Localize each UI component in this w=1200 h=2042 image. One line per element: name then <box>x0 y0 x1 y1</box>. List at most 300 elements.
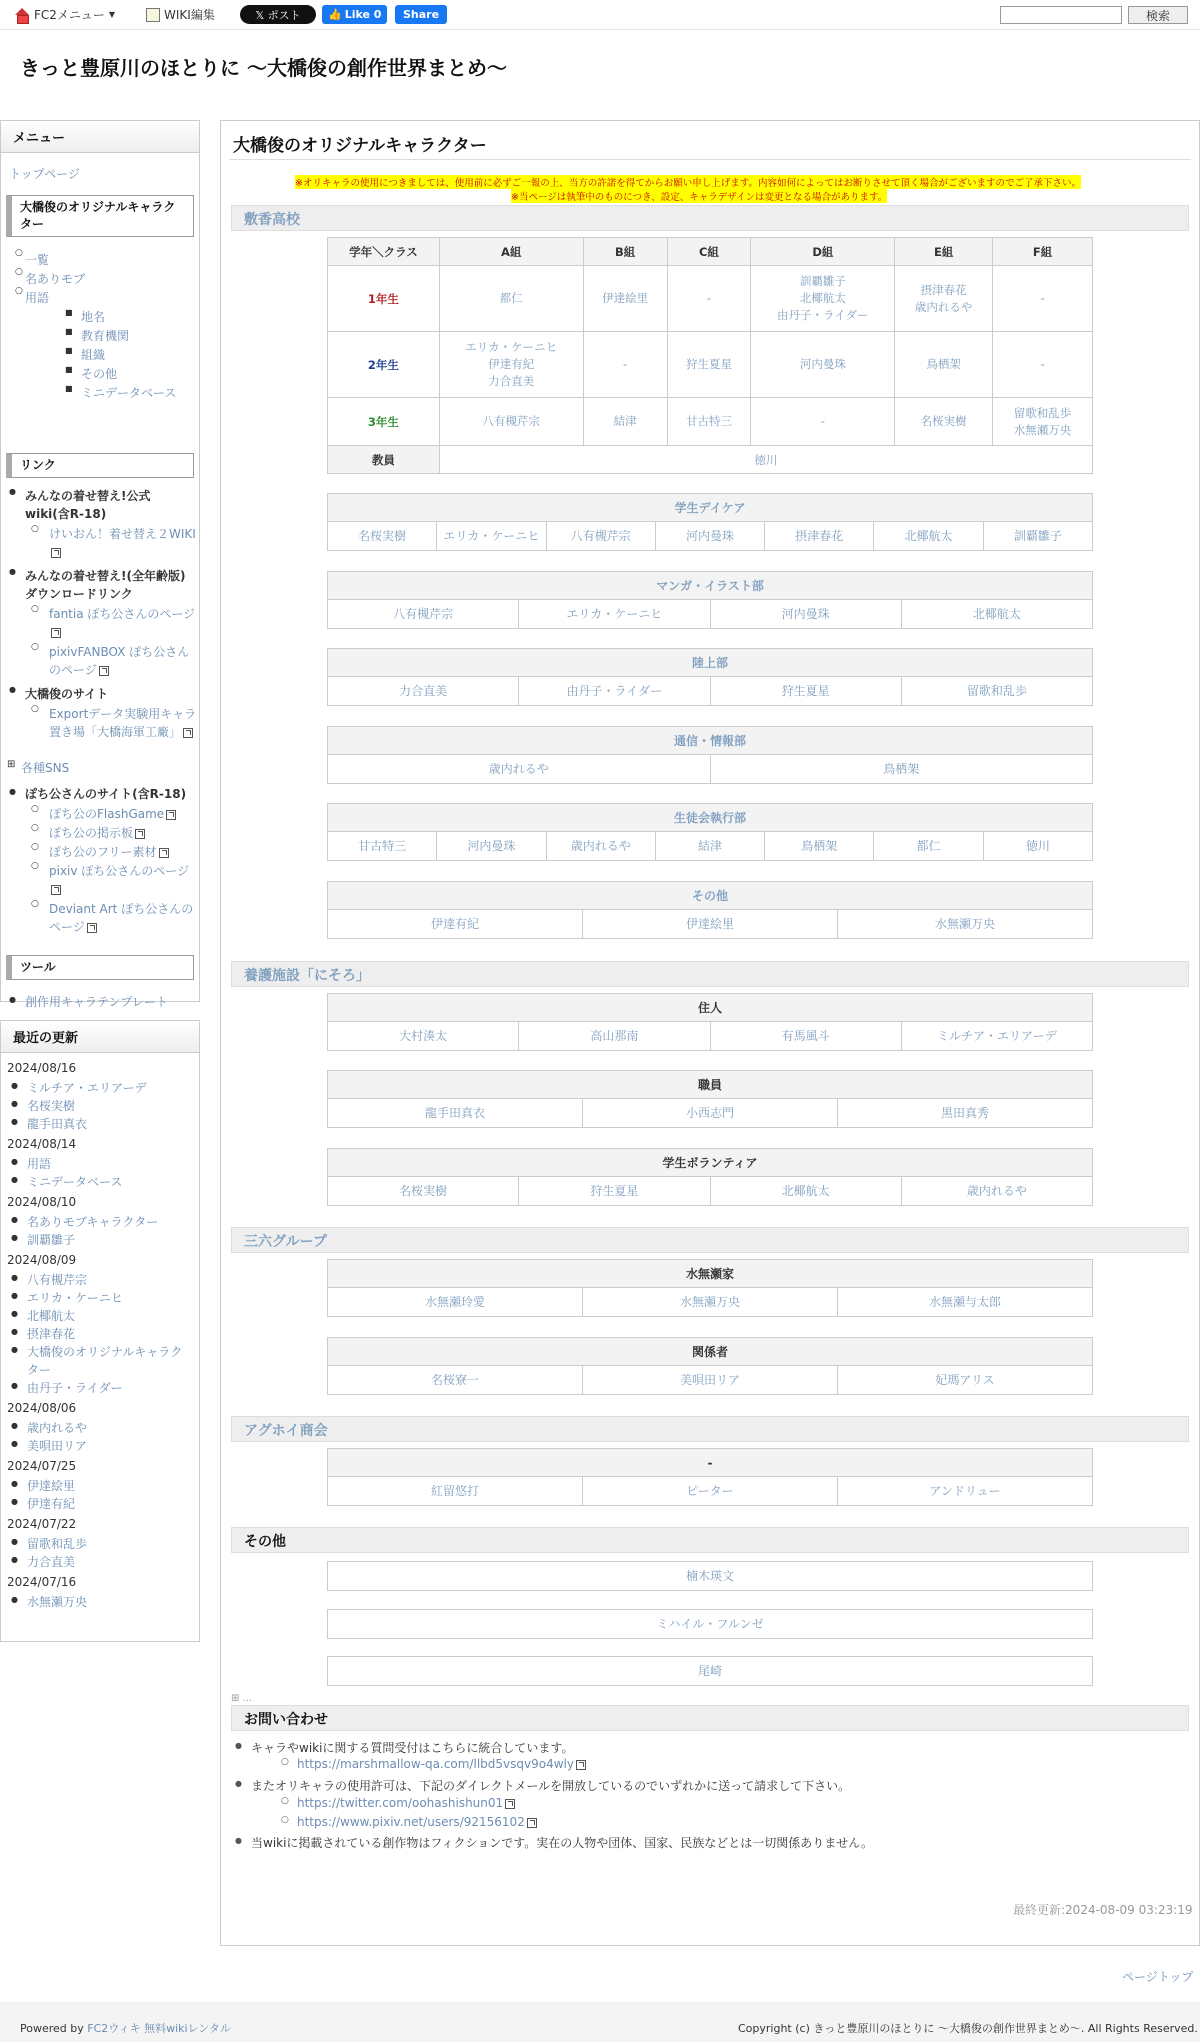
section-nisoro: 養護施設「にそろ」 <box>231 961 1189 987</box>
group-members <box>328 755 1092 783</box>
external-link-icon <box>135 829 145 839</box>
member-link[interactable]: 高山那南 <box>519 1022 710 1050</box>
external-link-icon <box>51 628 61 638</box>
bullet-icon: ● <box>9 567 16 576</box>
square-icon: ■ <box>65 384 73 393</box>
section-school: 敷香高校 <box>231 205 1189 231</box>
external-link-icon <box>183 728 193 738</box>
cell-name[interactable]: 摂津春花 <box>920 282 967 297</box>
pochi-link[interactable]: pixiv ぽち公さんのページ <box>49 862 197 898</box>
bullet-icon: ○ <box>31 704 39 714</box>
group-members <box>328 522 1092 550</box>
member-link[interactable]: 水無瀬万央 <box>934 917 995 931</box>
group-box <box>327 1259 1093 1317</box>
table-cell[interactable] <box>583 332 667 398</box>
links-heading: リンク <box>6 453 194 478</box>
bullet-icon: ● <box>11 1175 18 1184</box>
group-title: マンガ・イラスト部 <box>328 572 1092 600</box>
sns-toggle[interactable]: 各種SNS <box>21 761 70 775</box>
member-link[interactable]: ピーター <box>583 1477 838 1505</box>
bullet-icon: ○ <box>31 524 39 534</box>
bullet-icon: ● <box>11 1081 18 1090</box>
group-box <box>327 881 1093 939</box>
group-members <box>328 832 1092 860</box>
wiki-edit-link[interactable]: WIKI編集 <box>146 6 215 23</box>
link-item[interactable]: Exportデータ実験用キャラ置き場「大橋海軍工廠」 <box>49 707 197 739</box>
member-link[interactable]: 美唄田リア <box>583 1366 838 1394</box>
copyright: Copyright (c) きっと豊原川のほとりに 〜大橋俊の創作世界まとめ〜. All Rights Reserved. <box>738 2022 1198 2035</box>
member-link[interactable]: 水無瀬与太郎 <box>928 1295 1001 1309</box>
member-link[interactable]: 北椰航太 <box>972 607 1021 621</box>
menu-item[interactable]: 一覧 <box>25 253 50 267</box>
link-item[interactable]: fantia ぽち公さんのページ <box>49 605 197 641</box>
group-members <box>328 910 1092 938</box>
link-group-label[interactable]: みんなの着せ替え!公式wiki(含R-18) <box>25 489 151 521</box>
update-item[interactable]: ミニデータベース <box>27 1175 123 1189</box>
grade-cell: 3年生 <box>328 398 440 446</box>
cell-name[interactable]: 狩生夏星 <box>685 357 732 371</box>
update-item[interactable]: 訓覇雛子 <box>27 1233 76 1247</box>
member-link[interactable]: 名桜実樹 <box>328 522 437 550</box>
bullet-icon: ○ <box>31 642 39 652</box>
group-box <box>327 571 1093 629</box>
main-content <box>220 120 1200 1946</box>
tool-link[interactable]: 創作用キャラテンプレート <box>25 995 168 1009</box>
bullet-icon: ● <box>235 1779 242 1788</box>
cell-name[interactable]: 歳内れるや <box>914 299 973 314</box>
bullet-icon: ● <box>11 1099 18 1108</box>
bullet-icon: ○ <box>281 1796 289 1806</box>
contact-url[interactable]: https://www.pixiv.net/users/92156102 <box>297 1815 537 1829</box>
bullet-icon: ● <box>11 1215 18 1224</box>
group-members <box>328 600 1092 628</box>
bullet-icon: ○ <box>281 1815 289 1825</box>
table-cell[interactable] <box>751 266 895 332</box>
oc-heading: 大橋俊のオリジナルキャラクター <box>6 195 194 237</box>
table-header: E組 <box>895 238 993 266</box>
update-item[interactable]: 八有槻芹宗 <box>27 1273 88 1287</box>
member-link[interactable]: 有馬風斗 <box>711 1022 902 1050</box>
update-item[interactable]: 水無瀬万央 <box>27 1595 88 1609</box>
table-cell[interactable] <box>993 332 1093 398</box>
bullet-icon: ● <box>9 487 16 496</box>
member-link[interactable]: 北椰航太 <box>711 1177 902 1205</box>
page-title: 大橋俊のオリジナルキャラクター <box>233 136 487 156</box>
group-title: 生徒会執行部 <box>328 804 1092 832</box>
member-link[interactable]: アンドリュー <box>929 1484 1001 1498</box>
update-item[interactable]: 留歌和乱歩 <box>27 1537 88 1551</box>
member-link[interactable]: 伊達絵里 <box>583 910 838 938</box>
member-link[interactable]: 狩生夏星 <box>711 677 902 705</box>
table-cell[interactable] <box>993 398 1093 446</box>
group-box <box>327 1448 1093 1506</box>
cell-name[interactable]: 甘古特三 <box>685 414 732 428</box>
group-title: 職員 <box>328 1071 1092 1099</box>
link-group-label[interactable]: 大橋俊のサイト <box>25 687 109 701</box>
cell-name[interactable]: - <box>1040 357 1045 371</box>
member-link[interactable]: 歳内れるや <box>547 832 656 860</box>
cell-name[interactable]: 力合直美 <box>488 374 535 388</box>
table-row <box>328 446 1093 474</box>
member-link[interactable]: 小西志門 <box>583 1099 838 1127</box>
update-item[interactable]: 美唄田リア <box>27 1439 88 1453</box>
link-group-label[interactable]: みんなの着せ替え!(全年齢版)ダウンロードリンク <box>25 569 186 601</box>
bullet-icon: ● <box>9 787 16 796</box>
pochi-link[interactable]: Deviant Art ぽち公さんのページ <box>49 902 194 934</box>
table-cell[interactable] <box>993 266 1093 332</box>
recent-heading: 最近の更新 <box>1 1021 199 1053</box>
cell-name[interactable]: 河内曼珠 <box>799 357 846 371</box>
external-link-icon <box>166 810 176 820</box>
cell-name[interactable]: - <box>820 414 825 428</box>
cell-name[interactable]: 由丹子・ライダー <box>777 308 869 322</box>
member-link[interactable]: 歳内れるや <box>966 1184 1027 1198</box>
group-box <box>327 993 1093 1051</box>
table-cell[interactable] <box>751 398 895 446</box>
update-item[interactable]: 由丹子・ライダー <box>27 1381 123 1395</box>
bullet-icon: ○ <box>15 248 23 258</box>
contact-text: キャラやwikiに関する質問受付はこちらに統合しています。 <box>251 1741 574 1755</box>
menu-heading: メニュー <box>1 121 199 153</box>
update-date: 2024/08/14 <box>7 1137 77 1151</box>
bullet-icon: ● <box>11 1381 18 1390</box>
bullet-icon: ● <box>11 1291 18 1300</box>
section-others: その他 <box>231 1527 1189 1553</box>
group-title: 関係者 <box>328 1338 1092 1366</box>
member-link[interactable]: 訓覇雛子 <box>1013 529 1062 543</box>
update-item[interactable]: 力合直美 <box>27 1555 76 1569</box>
cell-name[interactable]: 八有槻芹宗 <box>482 414 540 428</box>
table-header: D組 <box>751 238 895 266</box>
site-title[interactable]: きっと豊原川のほとりに 〜大橋俊の創作世界まとめ〜 <box>20 56 507 80</box>
cell-name[interactable]: 鳥栖架 <box>926 357 961 371</box>
cell-name[interactable]: 名桜実樹 <box>920 414 967 428</box>
glossary-item[interactable]: 地名 <box>81 310 106 324</box>
update-item[interactable]: 大橋俊のオリジナルキャラクター <box>27 1345 183 1377</box>
member-link[interactable]: 北椰航太 <box>874 522 983 550</box>
school-table <box>327 237 1093 474</box>
fc2-link[interactable]: FC2ウィキ 無料wikiレンタル <box>87 2022 231 2035</box>
group-title: 住人 <box>328 994 1092 1022</box>
expand-icon[interactable]: ⊞ <box>7 759 16 770</box>
thumb-icon: 👍 <box>328 8 342 21</box>
glossary-item[interactable]: 組織 <box>81 348 106 362</box>
group-members <box>328 1099 1092 1127</box>
update-item[interactable]: 摂津春花 <box>27 1327 76 1341</box>
recent-updates <box>0 1020 200 1642</box>
bullet-icon: ● <box>11 1345 18 1354</box>
group-members <box>328 677 1092 705</box>
section-aguhoi: アグホイ商会 <box>231 1416 1189 1442</box>
member-link[interactable]: 龍手田真衣 <box>328 1099 583 1127</box>
glossary-item[interactable]: 教育機関 <box>81 329 130 343</box>
member-link[interactable]: エリカ・ケーニヒ <box>519 600 710 628</box>
group-box <box>327 1337 1093 1395</box>
bullet-icon: ● <box>235 1836 242 1845</box>
group-title: 水無瀬家 <box>328 1260 1092 1288</box>
bullet-icon: ● <box>11 1233 18 1242</box>
member-link[interactable]: エリカ・ケーニヒ <box>437 522 546 550</box>
member-link[interactable]: 徳川 <box>1025 839 1050 853</box>
group-title: 学生デイケア <box>328 494 1092 522</box>
search-input[interactable] <box>1000 6 1122 24</box>
other-character[interactable]: ミハイル・フルンゼ <box>327 1609 1093 1639</box>
table-cell[interactable] <box>667 266 751 332</box>
update-item[interactable]: 龍手田真衣 <box>27 1117 88 1131</box>
contact-text: 当wikiに掲載されている創作物はフィクションです。実在の人物や団体、国家、民族などとは一切関係ありません。 <box>251 1836 873 1850</box>
member-link[interactable]: 留歌和乱歩 <box>966 684 1027 698</box>
bullet-icon: ○ <box>31 899 39 909</box>
contact-url[interactable]: https://marshmallow-qa.com/llbd5vsqv9o4wly <box>297 1757 586 1771</box>
cell-name[interactable]: 水無瀬万央 <box>1013 422 1072 437</box>
table-cell[interactable] <box>895 332 993 398</box>
contact-heading: お問い合わせ <box>231 1705 1189 1731</box>
group-box <box>327 1070 1093 1128</box>
cell-name[interactable]: 結津 <box>613 414 637 428</box>
update-date: 2024/08/06 <box>7 1401 77 1415</box>
pochi-site-label: ぽち公さんのサイト(含R-18) <box>25 787 187 801</box>
last-updated: 最終更新:2024-08-09 03:23:19 <box>1013 1903 1193 1917</box>
notice-usage: ※オリキャラの使用につきましては、使用前に必ずご一報の上、当方の許諾を得てからお願い申し上げます。内容如何によってはお断りさせて頂く場合がございますのでご了承下さい。 <box>295 175 1081 189</box>
other-character[interactable]: 楠木瑛文 <box>327 1561 1093 1591</box>
update-item[interactable]: エリカ・ケーニヒ <box>27 1291 123 1305</box>
update-item[interactable]: 名桜実樹 <box>27 1099 76 1113</box>
bullet-icon: ○ <box>31 604 39 614</box>
group-box <box>327 1148 1093 1206</box>
square-icon: ■ <box>65 308 73 317</box>
table-cell[interactable] <box>895 398 993 446</box>
tools-heading: ツール <box>6 955 194 980</box>
edit-icon <box>146 8 160 22</box>
table-cell[interactable] <box>667 332 751 398</box>
external-link-icon <box>51 548 61 558</box>
cell-name[interactable]: - <box>623 357 628 371</box>
member-link[interactable]: 歳内れるや <box>328 755 711 783</box>
notice-draft: ※当ページは執筆中のものにつき、設定、キャラデザインは変更となる場合があります。 <box>511 189 887 203</box>
member-link[interactable]: 名桜実樹 <box>328 1177 519 1205</box>
table-cell[interactable] <box>439 266 583 332</box>
update-item[interactable]: 北椰航太 <box>27 1309 76 1323</box>
table-cell[interactable] <box>667 398 751 446</box>
footer <box>0 2002 1200 2042</box>
table-cell[interactable] <box>895 266 993 332</box>
fc2-menu[interactable]: FC2メニュー ▼ <box>14 6 115 23</box>
bullet-icon: ● <box>11 1421 18 1430</box>
cell-name[interactable]: 伊達有紀 <box>488 357 535 371</box>
member-link[interactable]: 水無瀬玲愛 <box>328 1288 583 1316</box>
x-post-button[interactable]: 𝕏 ポスト <box>240 5 316 24</box>
square-icon: ■ <box>65 346 73 355</box>
bullet-icon: ● <box>9 995 16 1004</box>
table-header: 学年＼クラス <box>328 238 440 266</box>
powered-by: Powered by <box>20 2022 84 2035</box>
external-link-icon <box>527 1818 537 1828</box>
cell-name[interactable]: エリカ・ケーニヒ <box>465 340 558 354</box>
group-title: 通信・情報部 <box>328 727 1092 755</box>
external-link-icon <box>576 1760 586 1770</box>
update-item[interactable]: 伊達絵里 <box>27 1479 76 1493</box>
update-item[interactable]: ミルチア・エリアーデ <box>27 1081 147 1095</box>
update-date: 2024/08/09 <box>7 1253 77 1267</box>
member-link[interactable]: ミルチア・エリアーデ <box>937 1029 1057 1043</box>
teacher-label: 教員 <box>328 446 440 474</box>
group-members <box>328 1177 1092 1205</box>
table-header: A組 <box>439 238 583 266</box>
cell-name[interactable]: 伊達絵里 <box>602 291 649 305</box>
member-link[interactable]: 力合直美 <box>328 677 519 705</box>
search-button[interactable]: 検索 <box>1128 6 1188 24</box>
group-box <box>327 493 1093 551</box>
member-link[interactable]: 鳥栖架 <box>765 832 874 860</box>
glossary-item[interactable]: その他 <box>81 367 118 381</box>
pochi-link[interactable]: ぽち公のFlashGame <box>49 805 197 823</box>
update-item[interactable]: 用語 <box>27 1157 52 1171</box>
update-date: 2024/07/22 <box>7 1517 77 1531</box>
sidebar-menu <box>0 120 200 1009</box>
table-row <box>328 332 1093 398</box>
bullet-icon: ○ <box>15 267 23 277</box>
menu-top-link[interactable]: トップページ <box>9 167 80 181</box>
update-date: 2024/08/10 <box>7 1195 77 1209</box>
bullet-icon: ○ <box>281 1757 289 1767</box>
teacher-cell[interactable]: 徳川 <box>439 446 1092 474</box>
square-icon: ■ <box>65 365 73 374</box>
table-cell[interactable] <box>751 332 895 398</box>
pochi-link[interactable]: ぽち公のフリー素材 <box>49 843 197 861</box>
group-title: その他 <box>328 882 1092 910</box>
member-link[interactable]: 妃瑪アリス <box>935 1373 995 1387</box>
update-date: 2024/08/16 <box>7 1061 77 1075</box>
member-link[interactable]: 大村湊太 <box>328 1022 519 1050</box>
member-link[interactable]: 黒田真秀 <box>940 1106 989 1120</box>
table-cell[interactable] <box>583 266 667 332</box>
member-link[interactable]: 水無瀬万央 <box>583 1288 838 1316</box>
fb-like-button[interactable]: 👍 Like 0 <box>322 5 387 24</box>
group-members <box>328 1477 1092 1505</box>
grade-cell: 2年生 <box>328 332 440 398</box>
group-members <box>328 1022 1092 1050</box>
cell-name[interactable]: 北椰航太 <box>799 291 846 305</box>
page-top-link[interactable]: ページトップ <box>1122 1970 1194 1984</box>
bullet-icon: ● <box>11 1273 18 1282</box>
contact-text: またオリキャラの使用許可は、下記のダイレクトメールを開放しているのでいずれかに送って請求して下さい。 <box>251 1779 851 1793</box>
contact-url[interactable]: https://twitter.com/oohashishun01 <box>297 1796 515 1810</box>
external-link-icon <box>99 666 109 676</box>
member-link[interactable]: 河内曼珠 <box>711 600 902 628</box>
cell-name[interactable]: 訓覇雛子 <box>799 274 846 288</box>
pochi-link[interactable]: ぽち公の掲示板 <box>49 824 197 842</box>
fb-share-button[interactable]: Share <box>395 5 447 24</box>
member-link[interactable]: 河内曼珠 <box>656 522 765 550</box>
member-link[interactable]: 結津 <box>656 832 765 860</box>
fold-toggle[interactable]: ⊞ ... <box>231 1693 253 1704</box>
section-sanroku: 三六グループ <box>231 1227 1189 1253</box>
bullet-icon: ○ <box>15 286 23 296</box>
bullet-icon: ○ <box>31 842 39 852</box>
update-item[interactable]: 伊達有紀 <box>27 1497 76 1511</box>
other-character[interactable]: 尾崎 <box>327 1656 1093 1686</box>
bullet-icon: ● <box>11 1479 18 1488</box>
top-bar <box>0 0 1200 30</box>
cell-name[interactable]: - <box>1040 291 1045 305</box>
member-link[interactable]: 由丹子・ライダー <box>519 677 710 705</box>
external-link-icon <box>87 923 97 933</box>
group-box <box>327 648 1093 706</box>
group-title: 陸上部 <box>328 649 1092 677</box>
bullet-icon: ● <box>9 685 16 694</box>
table-header: F組 <box>993 238 1093 266</box>
link-item[interactable]: けいおん！着せ替え２WIKI <box>49 525 197 561</box>
link-item[interactable]: pixivFANBOX ぽち公さんのページ <box>49 645 190 677</box>
bullet-icon: ● <box>11 1537 18 1546</box>
group-members <box>328 1366 1092 1394</box>
home-icon <box>14 8 30 22</box>
bullet-icon: ○ <box>31 823 39 833</box>
update-date: 2024/07/25 <box>7 1459 77 1473</box>
bullet-icon: ● <box>11 1555 18 1564</box>
bullet-icon: ● <box>11 1595 18 1604</box>
member-link[interactable]: 八有槻芹宗 <box>328 600 519 628</box>
bullet-icon: ● <box>11 1327 18 1336</box>
update-item[interactable]: 名ありモブキャラクター <box>27 1215 159 1229</box>
cell-name[interactable]: 留歌和乱歩 <box>1013 405 1072 420</box>
bullet-icon: ○ <box>31 804 39 814</box>
bullet-icon: ● <box>11 1439 18 1448</box>
cell-name[interactable]: - <box>706 291 712 305</box>
member-link[interactable]: 都仁 <box>874 832 983 860</box>
update-item[interactable]: 歳内れるや <box>27 1421 88 1435</box>
group-members <box>328 1288 1092 1316</box>
glossary-item[interactable]: ミニデータベース <box>81 386 177 400</box>
group-box <box>327 726 1093 784</box>
member-link[interactable]: 紅留悠打 <box>328 1477 583 1505</box>
table-cell[interactable] <box>583 398 667 446</box>
cell-name[interactable]: 都仁 <box>499 291 523 305</box>
table-row <box>328 266 1093 332</box>
member-link[interactable]: 伊達有紀 <box>328 910 583 938</box>
menu-item[interactable]: 名ありモブ <box>25 272 86 286</box>
member-link[interactable]: 鳥栖架 <box>883 762 920 776</box>
group-box <box>327 803 1093 861</box>
member-link[interactable]: 名桜寮一 <box>328 1366 583 1394</box>
table-row <box>328 398 1093 446</box>
external-link-icon <box>505 1799 515 1809</box>
bullet-icon: ● <box>11 1309 18 1318</box>
bullet-icon: ● <box>11 1117 18 1126</box>
square-icon: ■ <box>65 327 73 336</box>
member-link[interactable]: 八有槻芹宗 <box>547 522 656 550</box>
menu-item[interactable]: 用語 <box>25 291 50 305</box>
bullet-icon: ● <box>11 1497 18 1506</box>
external-link-icon <box>159 848 169 858</box>
table-cell[interactable] <box>439 398 583 446</box>
table-header: B組 <box>583 238 667 266</box>
group-title: 学生ボランティア <box>328 1149 1092 1177</box>
external-link-icon <box>51 885 61 895</box>
grade-cell: 1年生 <box>328 266 440 332</box>
bullet-icon: ○ <box>31 861 39 871</box>
bullet-icon: ● <box>235 1741 242 1750</box>
member-link[interactable]: 河内曼珠 <box>437 832 546 860</box>
bullet-icon: ● <box>11 1157 18 1166</box>
group-title: - <box>328 1449 1092 1477</box>
update-date: 2024/07/16 <box>7 1575 77 1589</box>
table-cell[interactable] <box>439 332 583 398</box>
member-link[interactable]: 甘古特三 <box>328 832 437 860</box>
member-link[interactable]: 摂津春花 <box>765 522 874 550</box>
table-header: C組 <box>667 238 751 266</box>
member-link[interactable]: 狩生夏星 <box>519 1177 710 1205</box>
